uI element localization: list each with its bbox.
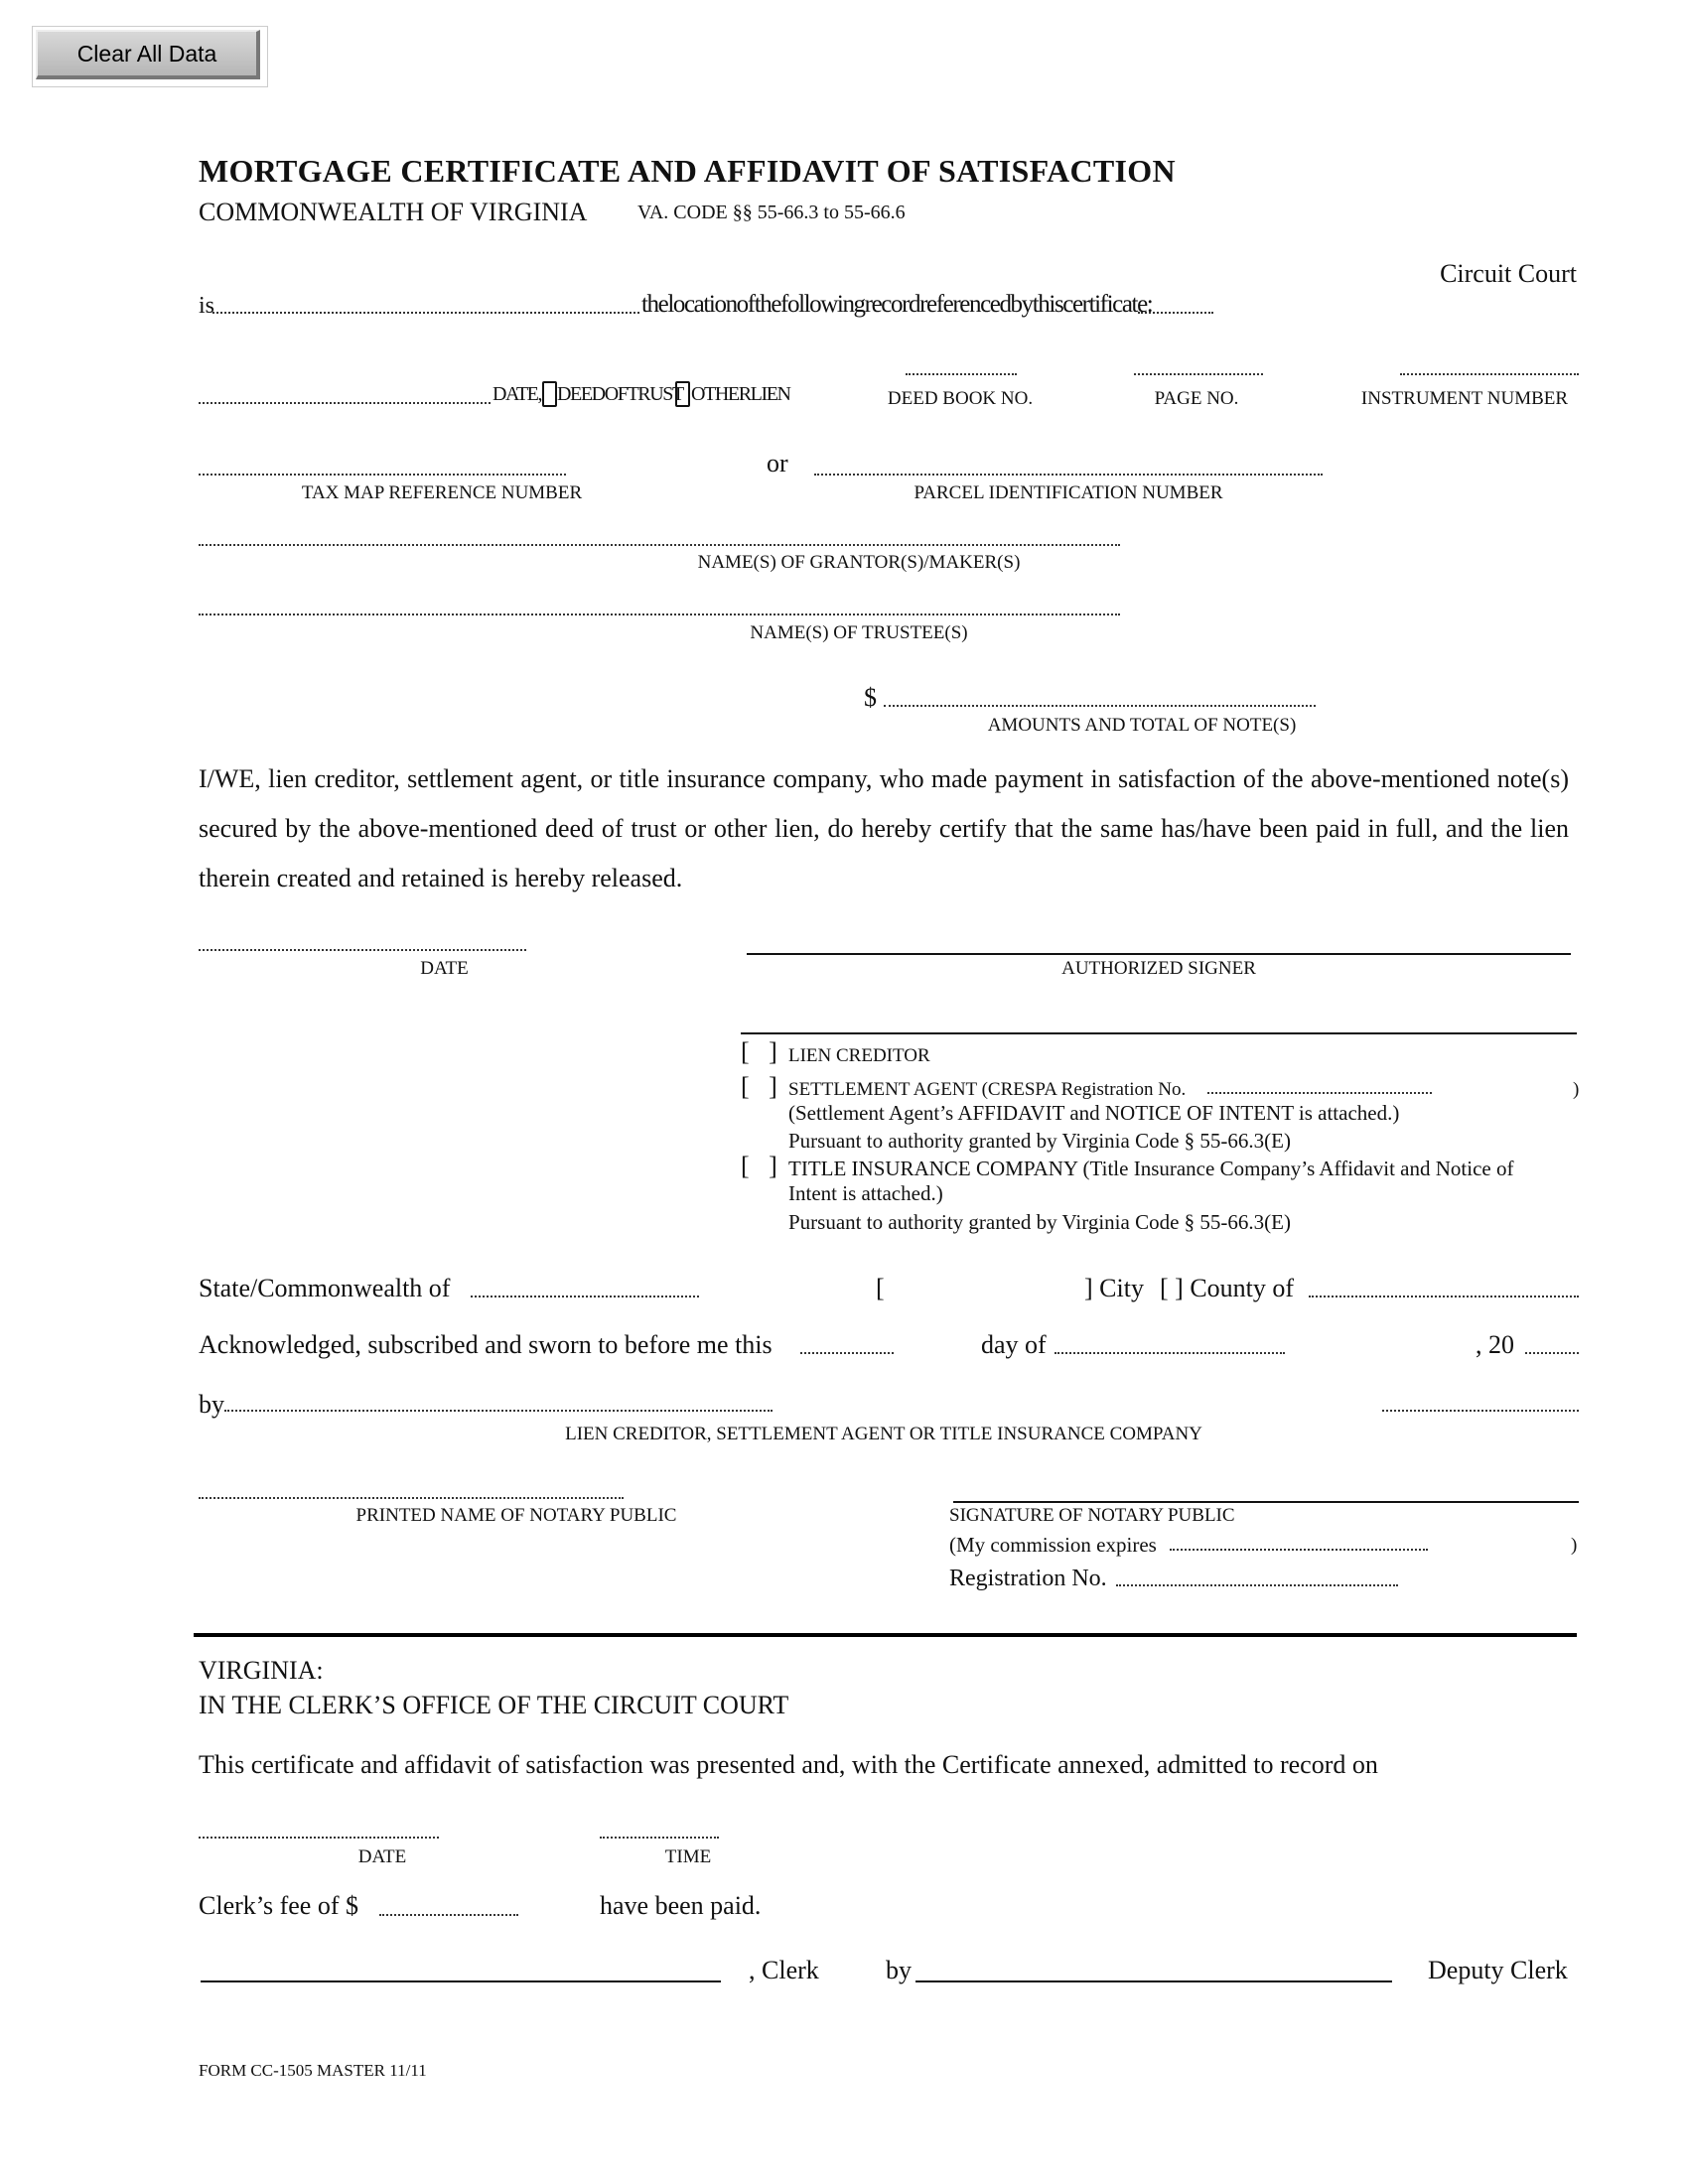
- deputy-clerk-signature-line[interactable]: [915, 1980, 1392, 1982]
- other-lien-label: OTHERLIEN: [691, 383, 790, 405]
- authorized-signer-line[interactable]: [747, 953, 1571, 955]
- record-date-clerk-label: DATE: [357, 1846, 407, 1867]
- dollar-sign: $: [864, 683, 877, 712]
- instrument-number-label: INSTRUMENT NUMBER: [1360, 388, 1569, 409]
- form-subtitle: COMMONWEALTH OF VIRGINIA: [199, 198, 588, 226]
- amounts-field[interactable]: [884, 705, 1316, 707]
- location-text: thelocationofthefollowingrecordreferencedbythiscertificate:: [641, 291, 1153, 318]
- deed-book-label: DEED BOOK NO.: [887, 388, 1034, 409]
- or-label: or: [767, 449, 788, 478]
- settlement-affidavit-note: (Settlement Agent’s AFFIDAVIT and NOTICE OF INTENT is attached.): [788, 1101, 1400, 1125]
- crespa-close-paren: ): [1573, 1079, 1580, 1100]
- deed-of-trust-label: DEEDOFTRUST: [557, 383, 683, 405]
- certification-paragraph: I/WE, lien creditor, settlement agent, or title insurance company, who made payment in satisfaction of the above-mentioned note(s) secured by the above-mentioned deed of trust or other lien, do hereby certify that the same has/have been paid in full, and the lien therein created and retained is hereby released.: [199, 764, 1569, 892]
- by-caption: LIEN CREDITOR, SETTLEMENT AGENT OR TITLE INSURANCE COMPANY: [565, 1424, 1202, 1444]
- county-label: [ ] County of: [1160, 1274, 1295, 1302]
- city-label: ] City: [1084, 1274, 1144, 1302]
- commission-field[interactable]: [1170, 1549, 1428, 1551]
- signature-date-field[interactable]: [199, 949, 526, 951]
- notary-signature-label: SIGNATURE OF NOTARY PUBLIC: [949, 1505, 1235, 1526]
- by-label: by: [199, 1390, 224, 1419]
- tax-map-label: TAX MAP REFERENCE NUMBER: [301, 482, 583, 503]
- record-date-clerk-field[interactable]: [199, 1837, 439, 1839]
- intent-attached-note: Intent is attached.): [788, 1181, 943, 1205]
- city-open-bracket[interactable]: [: [876, 1274, 885, 1302]
- county-field[interactable]: [1309, 1296, 1579, 1297]
- grantor-field[interactable]: [199, 544, 1120, 546]
- day-of-label: day of: [981, 1330, 1047, 1359]
- state-field[interactable]: [471, 1296, 699, 1297]
- title-insurance-checkbox[interactable]: [ ]: [741, 1152, 777, 1180]
- clerk-label: , Clerk: [749, 1956, 819, 1984]
- record-time-field[interactable]: [600, 1837, 719, 1839]
- presented-text: This certificate and affidavit of satisfaction was presented and, with the Certificate annexed, admitted to record on: [199, 1750, 1378, 1779]
- ack-month-field[interactable]: [1055, 1352, 1285, 1354]
- authorized-signer-label: AUTHORIZED SIGNER: [1061, 958, 1256, 979]
- signature-date-label: DATE: [420, 958, 469, 979]
- grantor-label: NAME(S) OF GRANTOR(S)/MAKER(S): [697, 552, 1021, 573]
- year-label: , 20: [1476, 1330, 1514, 1359]
- section-divider: [194, 1633, 1577, 1637]
- clear-all-data-button[interactable]: Clear All Data: [36, 30, 260, 79]
- lien-creditor-label: LIEN CREDITOR: [788, 1045, 930, 1066]
- ack-day-field[interactable]: [800, 1352, 894, 1354]
- lien-creditor-checkbox[interactable]: [ ]: [741, 1037, 777, 1066]
- deputy-clerk-label: Deputy Clerk: [1428, 1956, 1568, 1984]
- commission-close-paren: ): [1571, 1535, 1578, 1556]
- trustee-field[interactable]: [199, 614, 1120, 615]
- settlement-agent-checkbox[interactable]: [ ]: [741, 1072, 777, 1101]
- virginia-label: VIRGINIA:: [199, 1656, 324, 1685]
- fee-paid-label: have been paid.: [600, 1891, 762, 1920]
- form-title: MORTGAGE CERTIFICATE AND AFFIDAVIT OF SATISFACTION: [199, 153, 1176, 189]
- parcel-id-field[interactable]: [814, 474, 1323, 476]
- other-lien-checkbox[interactable]: [675, 381, 690, 407]
- state-label: State/Commonwealth of: [199, 1274, 451, 1302]
- pursuant-note-1: Pursuant to authority granted by Virginia Code § 55-66.3(E): [788, 1129, 1291, 1153]
- ack-year-field[interactable]: [1525, 1352, 1579, 1354]
- form-number: FORM CC-1505 MASTER 11/11: [199, 2061, 427, 2080]
- deed-book-field[interactable]: [906, 373, 1017, 375]
- clerk-office-label: IN THE CLERK’S OFFICE OF THE CIRCUIT COURT: [199, 1691, 789, 1719]
- parcel-id-label: PARCEL IDENTIFICATION NUMBER: [914, 482, 1223, 503]
- page-no-label: PAGE NO.: [1154, 388, 1239, 409]
- date-label: DATE,: [492, 383, 542, 405]
- crespa-registration-field[interactable]: [1207, 1092, 1432, 1094]
- notary-signature-line[interactable]: [953, 1501, 1579, 1503]
- settlement-agent-label: SETTLEMENT AGENT (CRESPA Registration No.: [788, 1079, 1187, 1100]
- notary-printed-name-label: PRINTED NAME OF NOTARY PUBLIC: [355, 1505, 677, 1526]
- tax-map-field[interactable]: [199, 474, 566, 476]
- record-time-label: TIME: [664, 1846, 712, 1867]
- trustee-label: NAME(S) OF TRUSTEE(S): [750, 622, 968, 643]
- title-insurance-label: TITLE INSURANCE COMPANY (Title Insurance Company’s Affidavit and Notice of: [788, 1157, 1514, 1180]
- page-no-field[interactable]: [1134, 373, 1263, 375]
- clerk-fee-label: Clerk’s fee of $: [199, 1891, 359, 1920]
- code-reference: VA. CODE §§ 55-66.3 to 55-66.6: [637, 202, 906, 223]
- instrument-number-field[interactable]: [1400, 373, 1579, 375]
- pursuant-note-2: Pursuant to authority granted by Virginia Code § 55-66.3(E): [788, 1210, 1291, 1234]
- notary-printed-name-field[interactable]: [199, 1497, 624, 1499]
- clerk-fee-field[interactable]: [379, 1914, 518, 1916]
- location-extra-field[interactable]: [1138, 312, 1213, 314]
- clerk-signature-line[interactable]: [201, 1980, 721, 1982]
- deputy-by-label: by: [886, 1956, 912, 1984]
- by-extra-field[interactable]: [1382, 1410, 1579, 1412]
- record-date-field[interactable]: [199, 402, 491, 404]
- is-label: is: [199, 293, 215, 319]
- court-location-field[interactable]: [212, 312, 639, 314]
- options-top-line: [741, 1032, 1577, 1034]
- registration-field[interactable]: [1116, 1584, 1398, 1586]
- by-name-field[interactable]: [224, 1410, 773, 1412]
- circuit-court-label: Circuit Court: [1440, 259, 1577, 288]
- amounts-label: AMOUNTS AND TOTAL OF NOTE(S): [987, 715, 1297, 736]
- commission-label: (My commission expires: [949, 1533, 1157, 1557]
- acknowledged-label: Acknowledged, subscribed and sworn to before me this: [199, 1330, 773, 1359]
- deed-of-trust-checkbox[interactable]: [542, 381, 557, 407]
- registration-label: Registration No.: [949, 1566, 1107, 1591]
